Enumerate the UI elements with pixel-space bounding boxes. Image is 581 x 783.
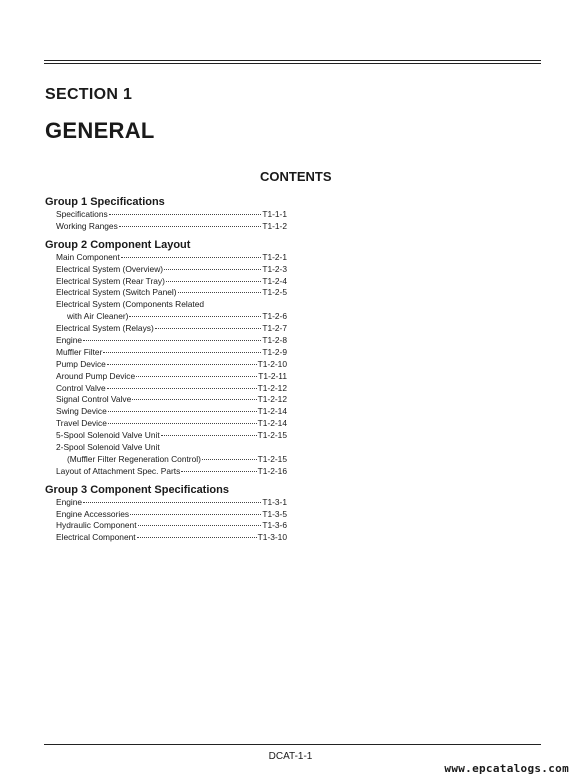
toc-leader-dots (181, 471, 256, 472)
toc-entry (45, 430, 287, 442)
toc-entry (45, 394, 287, 406)
toc-leader-dots (108, 411, 257, 412)
toc-entry (45, 264, 287, 276)
toc-entry-page: T1-1-2 (262, 220, 287, 231)
toc-group-title: Group 1 Specifications (45, 196, 165, 208)
toc-entry (45, 276, 287, 288)
toc-entry (45, 466, 287, 478)
toc-entry-page: T1-1-1 (262, 209, 287, 219)
toc-entry (45, 209, 287, 221)
toc-entry-title: Electrical System (Components Related (56, 299, 205, 310)
toc-entry-title: Around Pump Device (56, 370, 136, 381)
toc-leader-dots (137, 537, 257, 538)
toc-entry-title: Swing Device (56, 406, 107, 417)
toc-entry (45, 335, 287, 347)
toc-entry-page: T1-2-5 (262, 287, 287, 298)
toc-entry-title: Engine (56, 335, 83, 346)
toc-entry-page: T1-3-6 (262, 520, 287, 531)
toc-entry-title: Electrical System (Switch Panel) (56, 287, 177, 298)
toc-entry-page: T1-2-16 (257, 465, 287, 476)
toc-entry-page: T1-2-1 (262, 251, 287, 262)
toc-entry-title: Electrical Component (56, 532, 136, 543)
toc-entry (45, 287, 287, 299)
toc-entry-page: T1-2-12 (257, 382, 287, 393)
toc-leader-dots (107, 364, 257, 365)
toc-entry-title: Signal Control Valve (56, 394, 132, 405)
toc-leader-dots (132, 399, 256, 400)
toc-entry-title: Working Ranges (56, 220, 118, 231)
toc-entry (45, 383, 287, 395)
toc-entry-title: Electrical System (Rear Tray) (56, 275, 165, 286)
top-rule-secondary (44, 63, 541, 64)
toc-entry-title: Electrical System (Relays) (56, 323, 154, 334)
toc-entry-page: T1-2-4 (262, 275, 287, 286)
toc-entry-page: T1-2-15 (257, 453, 287, 464)
toc-entry (45, 311, 287, 323)
toc-entry-title: 5-Spool Solenoid Valve Unit (56, 430, 160, 441)
toc-entry-title: Control Valve (56, 382, 106, 393)
toc-entry-page: T1-2-6 (262, 311, 287, 322)
toc-entry-title: Main Component (56, 251, 120, 262)
toc-entry-title: Electrical System (Overview) (56, 263, 164, 274)
toc-entry (45, 532, 287, 544)
toc-entry-page: T1-2-8 (262, 335, 287, 346)
toc-leader-dots (136, 376, 257, 377)
toc-entry (45, 347, 287, 359)
toc-leader-dots (121, 257, 262, 258)
toc-entry-title: (Muffler Filter Regeneration Control) (67, 453, 201, 464)
toc-entry-page: T1-2-11 (258, 370, 287, 381)
toc-entry (45, 359, 287, 371)
top-rule (44, 60, 541, 61)
toc-entry (45, 252, 287, 264)
toc-entry-title: 2-Spool Solenoid Valve Unit (56, 442, 160, 453)
toc-entry-page: T1-2-14 (257, 418, 287, 429)
section-title: GENERAL (45, 118, 155, 143)
toc-entry (45, 454, 287, 466)
toc-entry-title: Layout of Attachment Spec. Parts (56, 465, 181, 476)
toc-leader-dots (202, 459, 257, 460)
toc-leader-dots (138, 525, 262, 526)
toc-leader-dots (161, 435, 257, 436)
toc-entry (45, 371, 287, 383)
toc-entry-title: Hydraulic Component (56, 520, 137, 531)
toc-entry (45, 221, 287, 233)
toc-leader-dots (129, 316, 261, 317)
watermark: www.epcatalogs.com (444, 762, 569, 775)
toc-entry (45, 418, 287, 430)
toc-leader-dots (164, 269, 261, 270)
toc-leader-dots (107, 388, 257, 389)
toc-entry (45, 323, 287, 335)
toc-entry-page: T1-3-5 (262, 508, 287, 519)
toc-leader-dots (178, 292, 262, 293)
toc-leader-dots (119, 226, 262, 227)
toc-entry (45, 509, 287, 521)
toc-entry (45, 520, 287, 532)
toc-leader-dots (109, 214, 262, 215)
toc-entry-page: T1-2-14 (257, 406, 287, 417)
toc-leader-dots (155, 328, 262, 329)
page-number: DCAT-1-1 (268, 751, 313, 762)
toc-entry-title: Pump Device (56, 358, 106, 369)
toc-entry-page: T1-2-3 (262, 263, 287, 274)
toc-leader-dots (83, 502, 261, 503)
toc-entry-page: T1-2-7 (262, 323, 287, 334)
toc-entry-page: T1-2-10 (257, 358, 287, 369)
bottom-rule (44, 744, 541, 745)
toc-entry-page: T1-3-1 (262, 496, 287, 507)
toc-leader-dots (108, 423, 257, 424)
toc-entry-title: Engine Accessories (56, 508, 130, 519)
toc-leader-dots (103, 352, 261, 353)
toc-entry-title: Muffler Filter (56, 346, 103, 357)
section-label: SECTION 1 (45, 86, 133, 103)
toc-entry-title: Engine (56, 496, 83, 507)
contents-heading: CONTENTS (260, 169, 332, 184)
toc-entry (45, 406, 287, 418)
toc-leader-dots (166, 281, 261, 282)
toc-group-title: Group 3 Component Specifications (45, 483, 229, 496)
toc-entry-page: T1-2-15 (257, 430, 287, 441)
toc-entry-page: T1-2-9 (262, 346, 287, 357)
toc-entry-title: Specifications (56, 209, 108, 219)
toc-entry-page: T1-2-12 (257, 394, 287, 405)
toc-entry-page: T1-3-10 (257, 532, 287, 543)
toc-group-title: Group 2 Component Layout (45, 238, 191, 251)
toc-entry (45, 497, 287, 509)
toc-leader-dots (83, 340, 261, 341)
toc-entry-title: with Air Cleaner) (67, 311, 129, 322)
toc-entry-title: Travel Device (56, 418, 107, 429)
table-of-contents (45, 195, 287, 544)
toc-leader-dots (130, 514, 261, 515)
